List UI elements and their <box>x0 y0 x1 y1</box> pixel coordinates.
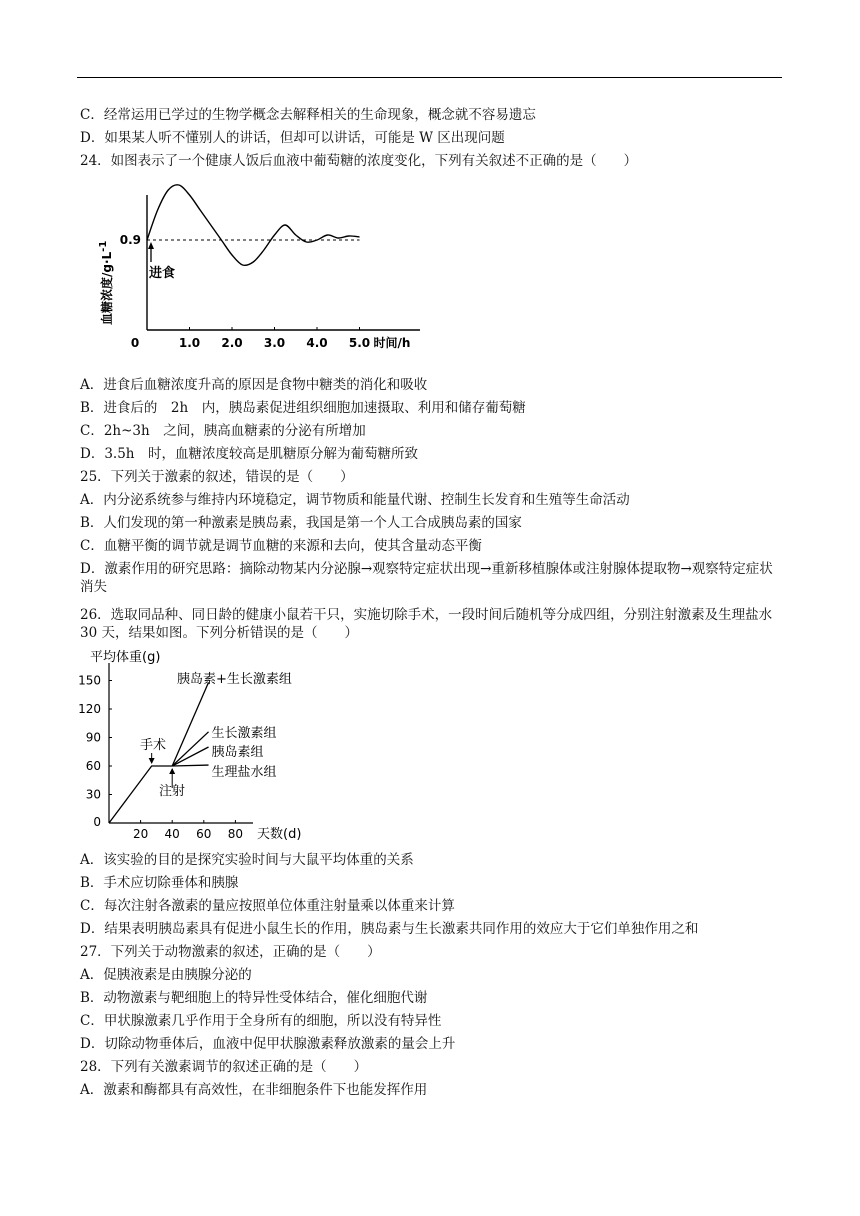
y-tick-label: 30 <box>85 787 101 802</box>
x-tick-label: 2.0 <box>221 336 243 350</box>
q27-option-c: C．甲状腺激素几乎作用于全身所有的细胞，所以没有特异性 <box>80 1013 442 1029</box>
feeding-arrowhead <box>148 242 154 249</box>
q26-option-c: C．每次注射各激素的量应按照单位体重注射量乘以体重来计算 <box>80 898 455 914</box>
q24-option-c: C．2h~3h 之间，胰高血糖素的分泌有所增加 <box>80 423 366 439</box>
y-tick-label: 0.9 <box>119 233 141 247</box>
x-tick-label: 40 <box>164 827 180 841</box>
x-tick-label: 5.0 <box>348 336 371 350</box>
x-axis-label: 天数(d) <box>257 827 302 842</box>
y-tick-label: 60 <box>85 759 101 773</box>
q28-option-a: A．激素和酶都具有高效性，在非细胞条件下也能发挥作用 <box>80 1082 428 1098</box>
blood-glucose-chart <box>95 185 435 355</box>
q25-stem: 25．下列关于激素的叙述，错误的是（ ） <box>80 469 354 485</box>
series-line <box>172 765 208 766</box>
x-tick-label: 3.0 <box>263 336 286 350</box>
series-line <box>172 732 208 766</box>
surgery-label: 手术 <box>140 738 167 753</box>
q27-option-a: A．促胰液素是由胰腺分泌的 <box>80 967 252 983</box>
q27-option-d: D．切除动物垂体后，血液中促甲状腺激素释放激素的量会上升 <box>80 1036 456 1052</box>
q26-option-d: D．结果表明胰岛素具有促进小鼠生长的作用，胰岛素与生长激素共同作用的效应大于它们单独作用之和 <box>80 921 699 937</box>
q26-stem: 26．选取同品种、同日龄的健康小鼠若干只，实施切除手术，一段时间后随机等分成四组，分别注射激素及生理盐水 30 天，结果如图。下列分析错误的是（ ） <box>80 607 773 641</box>
x-tick-label: 0 <box>130 336 140 350</box>
q26-option-b: B．手术应切除垂体和胰腺 <box>80 875 239 891</box>
q27-option-b: B．动物激素与靶细胞上的特异性受体结合，催化细胞代谢 <box>80 990 428 1006</box>
injection-label: 注射 <box>159 784 186 799</box>
series-label: 生长激素组 <box>211 726 277 741</box>
x-tick-label: 1.0 <box>178 336 201 350</box>
q28-stem: 28．下列有关激素调节的叙述正确的是（ ） <box>80 1059 368 1075</box>
series-label: 胰岛素+生长激素组 <box>177 672 292 687</box>
series-line <box>172 682 208 766</box>
y-tick-label: 150 <box>78 673 101 688</box>
q24-option-a: A．进食后血糖浓度升高的原因是食物中糖类的消化和吸收 <box>80 377 428 393</box>
y-tick-label: 90 <box>85 730 101 745</box>
x-tick-label: 20 <box>132 827 149 841</box>
q24-option-d: D．3.5h 时，血糖浓度较高是肌糖原分解为葡萄糖所致 <box>80 446 418 462</box>
x-tick-label: 60 <box>196 827 212 841</box>
y-axis-label: 平均体重(g) <box>90 650 161 665</box>
y-tick-label: 0 <box>93 815 101 829</box>
x-tick-label: 80 <box>227 827 244 841</box>
feeding-label: 进食 <box>149 266 176 281</box>
q25-option-c: C．血糖平衡的调节就是调节血糖的来源和去向，使其含量动态平衡 <box>80 538 482 554</box>
x-tick-label: 4.0 <box>306 336 328 350</box>
header-rule <box>77 77 782 78</box>
q25-option-d: D．激素作用的研究思路：摘除动物某内分泌腺→观察特定症状出现→重新移植腺体或注射腺体提取物→观察特定症状消失 <box>80 561 773 595</box>
body-weight-chart <box>78 645 325 845</box>
q25-option-b: B．人们发现的第一种激素是胰岛素，我国是第一个人工合成胰岛素的国家 <box>80 515 522 531</box>
q24-stem: 24．如图表示了一个健康人饭后血液中葡萄糖的浓度变化，下列有关叙述不正确的是（ ） <box>80 153 638 169</box>
injection-arrowhead <box>169 768 175 774</box>
glucose-curve <box>147 185 360 266</box>
series-label: 胰岛素组 <box>211 745 264 760</box>
q26-option-a: A．该实验的目的是探究实验时间与大鼠平均体重的关系 <box>80 852 414 868</box>
q25-option-a: A．内分泌系统参与维持内环境稳定，调节物质和能量代谢、控制生长发育和生殖等生命活动 <box>80 492 630 508</box>
surgery-arrowhead <box>149 758 155 764</box>
y-tick-label: 120 <box>78 702 101 716</box>
q24-option-b: B．进食后的 2h 内，胰岛素促进组织细胞加速摄取、利用和储存葡萄糖 <box>80 400 526 416</box>
series-label: 生理盐水组 <box>211 765 277 780</box>
q23-option-d: D．如果某人听不懂别人的讲话，但却可以讲话，可能是 W 区出现问题 <box>80 130 505 146</box>
q27-stem: 27．下列关于动物激素的叙述，正确的是（ ） <box>80 944 381 960</box>
series-line <box>172 747 208 766</box>
y-axis-label: 血糖浓度$/g\cdot L^{-1}$ <box>98 240 114 325</box>
q23-option-c: C．经常运用已学过的生物学概念去解释相关的生命现象，概念就不容易遗忘 <box>80 107 536 123</box>
x-axis-label: 时间/h <box>373 336 411 350</box>
